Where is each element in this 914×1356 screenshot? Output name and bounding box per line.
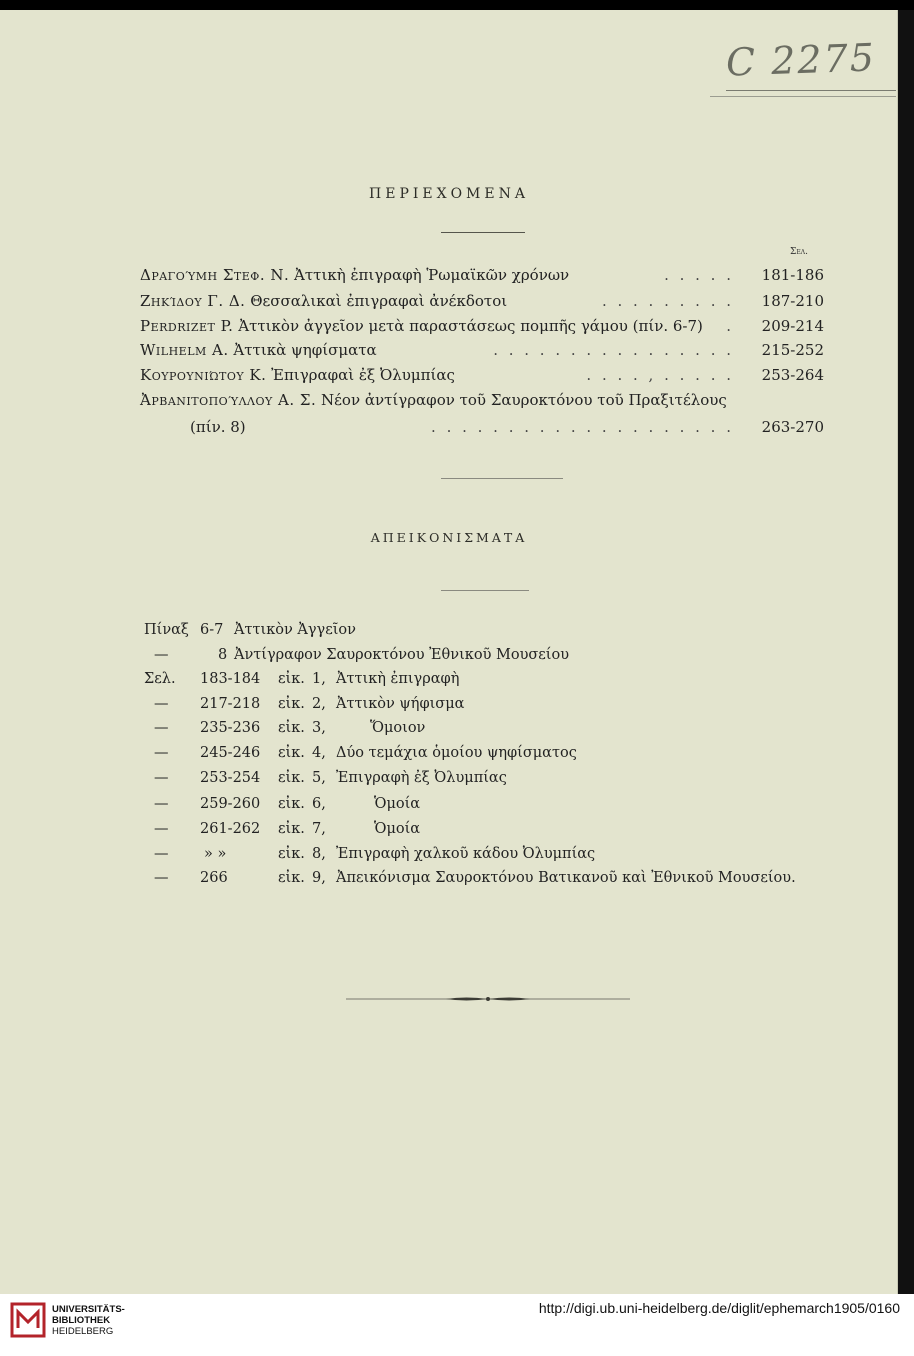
section-divider — [441, 478, 563, 479]
toc-leader: . . . . . . . . . — [601, 292, 734, 310]
scan-right-border — [898, 10, 914, 1294]
ill-pages: 245-246 — [200, 745, 261, 761]
toc-title: Θεσσαλικαὶ ἐπιγραφαὶ ἀνέκδοτοι — [250, 292, 508, 310]
toc-title: Νέον ἀντίγραφον τοῦ Σαυροκτόνου τοῦ Πραξιτέλους — [321, 391, 727, 409]
handwritten-shelfmark: C 2275 — [725, 35, 877, 85]
ill-fig-abbr: εἰκ. — [278, 821, 305, 837]
illustrations-heading: ΑΠΕΙΚΟΝΙΣΜΑΤΑ — [370, 530, 528, 545]
toc-pages: 209-214 — [761, 317, 824, 335]
handwritten-underline-2 — [710, 96, 896, 97]
toc-leader: . . . . . — [664, 266, 734, 284]
logo-line-3: HEIDELBERG — [52, 1326, 114, 1337]
ill-label: — — [154, 720, 169, 736]
logo-line-2: BIBLIOTHEK — [52, 1315, 111, 1326]
ill-pages: 259-260 — [200, 796, 261, 812]
ill-fig-number: 6, — [312, 796, 326, 812]
source-url-link[interactable]: http://digi.ub.uni-heidelberg.de/diglit/ephemarch1905/0160 — [538, 1300, 900, 1316]
ill-number: 6-7 — [200, 622, 224, 638]
ill-description: Ἀπεικόνισμα Σαυροκτόνου Βατικανοῦ καὶ Ἐθνικοῦ Μουσείου. — [336, 870, 796, 886]
ill-fig-abbr: εἰκ. — [278, 846, 305, 862]
ill-pages: » » — [204, 846, 227, 862]
page-column-label: Σελ. — [790, 247, 808, 257]
ill-number: 8 — [218, 647, 228, 663]
ill-pages: 261-262 — [200, 821, 261, 837]
ill-fig-number: 9, — [312, 870, 326, 886]
toc-leader: . . . . . . . . . . . . . . . . — [493, 341, 734, 359]
ill-fig-number: 3, — [312, 720, 326, 736]
toc-entry — [140, 317, 830, 339]
end-ornament — [346, 996, 630, 1002]
toc-plate-ref: (πίν. 8) — [190, 418, 246, 436]
ill-pages: 266 — [200, 870, 228, 886]
ill-description: Ἐπιγραφὴ χαλκοῦ κάδου Ὀλυμπίας — [336, 846, 596, 862]
ill-pages: 235-236 — [200, 720, 261, 736]
heading-rule — [441, 590, 529, 591]
ill-pages: 253-254 — [200, 770, 261, 786]
toc-author: Perdrizet P. — [140, 317, 234, 335]
ill-description: Ἀττικὴ ἐπιγραφὴ — [336, 671, 460, 687]
ill-fig-number: 2, — [312, 696, 326, 712]
toc-entry — [140, 266, 830, 288]
toc-title: Ἐπιγραφαὶ ἐξ Ὀλυμπίας — [271, 366, 455, 384]
university-library-logo-icon — [10, 1302, 46, 1338]
toc-entry — [140, 341, 830, 363]
toc-author: Κουρουνιώτου Κ. — [140, 366, 267, 384]
ill-fig-abbr: εἰκ. — [278, 770, 305, 786]
ill-label: — — [154, 870, 169, 886]
toc-leader: . — [726, 317, 734, 335]
ill-description: Ἐπιγραφὴ ἐξ Ὀλυμπίας — [336, 770, 507, 786]
ill-description: Ἀττικὸν ψήφισμα — [336, 696, 465, 712]
heading-rule — [441, 232, 525, 233]
toc-entry — [140, 366, 830, 388]
ill-label: — — [154, 770, 169, 786]
toc-title: Ἀττικὰ ψηφίσματα — [233, 341, 377, 359]
ill-description: Ὁμοία — [374, 796, 421, 812]
ill-label: — — [154, 647, 169, 663]
toc-author: Ἀρβανιτοπούλλου Α. Σ. — [140, 391, 317, 409]
toc-title: Ἀττικὴ ἐπιγραφὴ Ῥωμαϊκῶν χρόνων — [294, 266, 570, 284]
ill-label: Πίναξ — [144, 622, 189, 638]
ill-description: Δύο τεμάχια ὁμοίου ψηφίσματος — [336, 745, 577, 761]
toc-pages: 187-210 — [761, 292, 824, 310]
scan-top-border — [0, 0, 914, 10]
toc-pages: 253-264 — [761, 366, 824, 384]
logo-line-1: UNIVERSITÄTS- — [52, 1304, 125, 1315]
toc-author: Δραγούμη Στεφ. Ν. — [140, 266, 290, 284]
contents-heading: ΠΕΡΙΕΧΟΜΕΝΑ — [369, 186, 529, 202]
toc-author: Ζηκίδου Γ. Δ. — [140, 292, 246, 310]
ill-label: — — [154, 696, 169, 712]
ill-fig-number: 1, — [312, 671, 326, 687]
ill-description: Ὅμοιον — [370, 720, 426, 736]
ill-fig-abbr: εἰκ. — [278, 671, 305, 687]
ill-fig-number: 8, — [312, 846, 326, 862]
ill-fig-abbr: εἰκ. — [278, 720, 305, 736]
ill-fig-number: 5, — [312, 770, 326, 786]
ill-label: — — [154, 796, 169, 812]
university-library-logo-text — [52, 1304, 125, 1337]
ill-label: — — [154, 745, 169, 761]
toc-entry-continuation — [190, 418, 830, 440]
toc-pages: 263-270 — [761, 418, 824, 436]
toc-title: Ἀττικὸν ἀγγεῖον μετὰ παραστάσεως πομπῆς γάμου (πίν. 6-7) — [238, 317, 703, 335]
ill-fig-number: 4, — [312, 745, 326, 761]
toc-leader: . . . . . . . . . . . . . . . . . . . . — [431, 418, 734, 436]
ill-fig-number: 7, — [312, 821, 326, 837]
ill-label: — — [154, 846, 169, 862]
ill-description: Ὁμοία — [374, 821, 421, 837]
toc-author: Wilhelm A. — [140, 341, 229, 359]
ill-label: Σελ. — [144, 671, 176, 687]
handwritten-underline — [726, 90, 896, 91]
toc-pages: 181-186 — [761, 266, 824, 284]
toc-leader: . . . . , . . . . . — [586, 366, 734, 384]
ill-fig-abbr: εἰκ. — [278, 745, 305, 761]
ill-pages: 217-218 — [200, 696, 261, 712]
ill-fig-abbr: εἰκ. — [278, 870, 305, 886]
ill-description: Ἀντίγραφον Σαυροκτόνου Ἐθνικοῦ Μουσείου — [234, 647, 570, 663]
toc-pages: 215-252 — [761, 341, 824, 359]
ill-description: Ἀττικὸν Ἀγγεῖον — [234, 622, 356, 638]
toc-entry — [140, 391, 830, 413]
ill-fig-abbr: εἰκ. — [278, 796, 305, 812]
ill-fig-abbr: εἰκ. — [278, 696, 305, 712]
ill-pages: 183-184 — [200, 671, 261, 687]
ill-label: — — [154, 821, 169, 837]
toc-entry — [140, 292, 830, 314]
